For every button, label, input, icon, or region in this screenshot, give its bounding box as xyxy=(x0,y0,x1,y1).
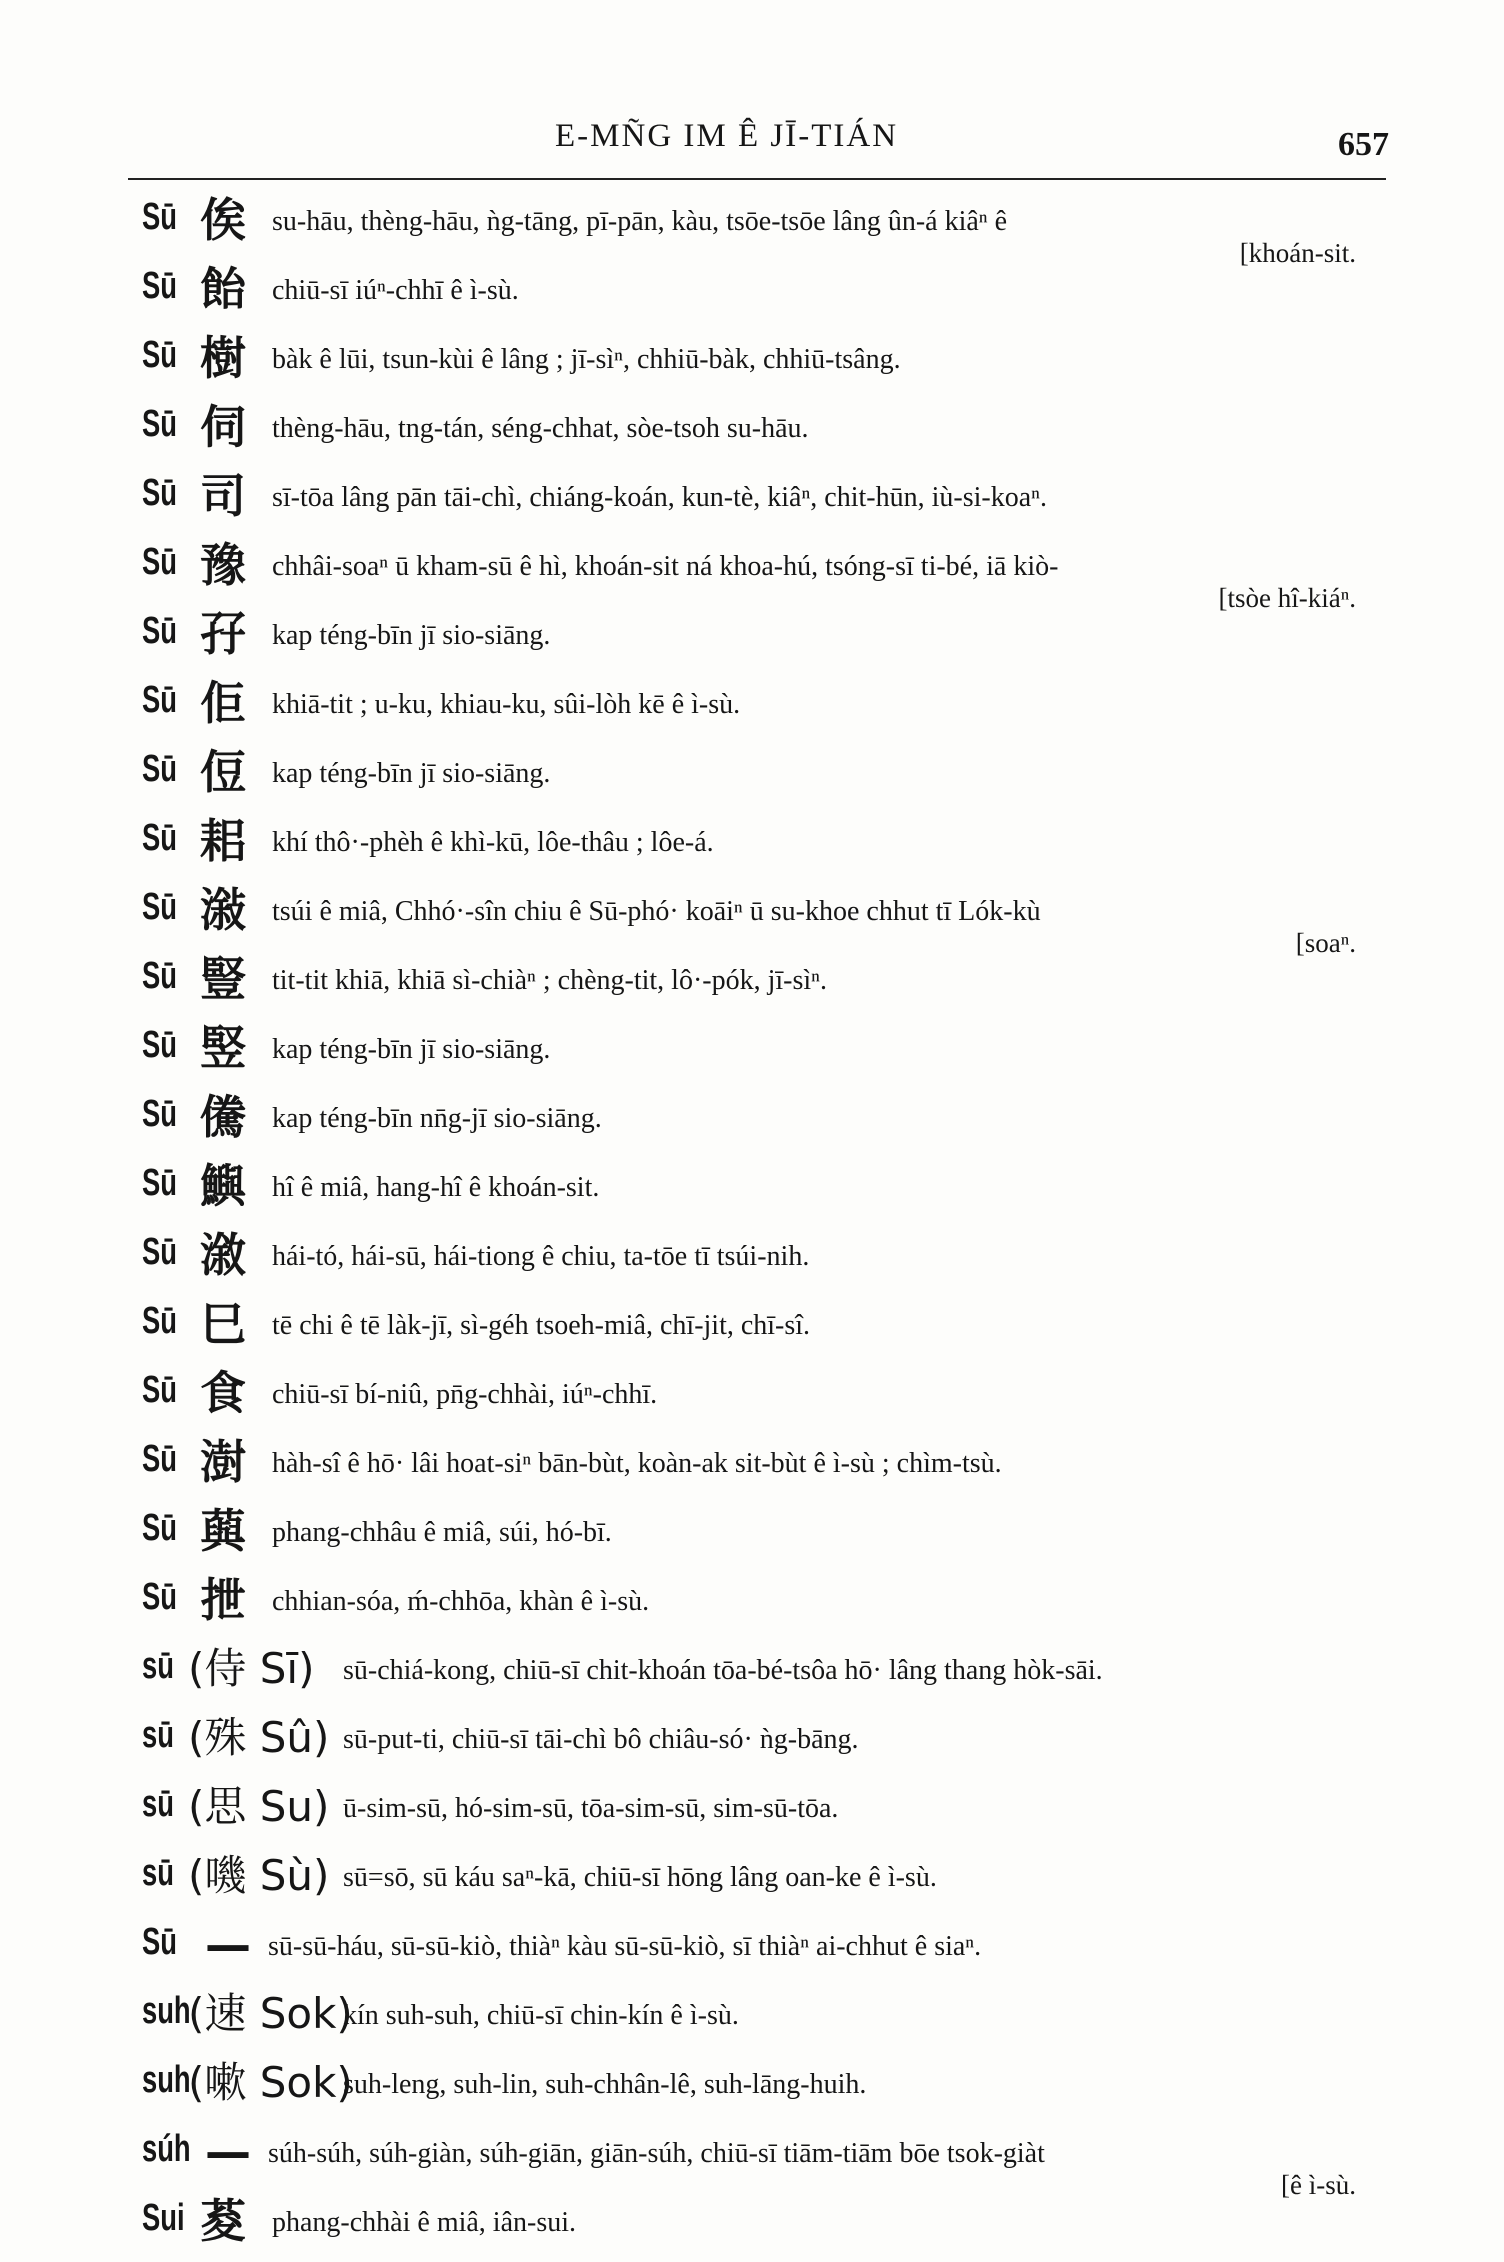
entry-headword: súh xyxy=(142,2128,191,2170)
dictionary-entry xyxy=(0,399,1504,468)
entry-headword: Sū xyxy=(142,403,177,445)
dictionary-entry xyxy=(0,1848,1504,1917)
entry-definition: suh-leng, suh-lin, suh-chhân-lê, suh-lāng-huih. xyxy=(343,2069,867,2100)
entry-headword: Sū xyxy=(142,1369,177,1411)
entry-character: 澍 xyxy=(200,1435,246,1489)
entry-character: 巳 xyxy=(200,1297,246,1351)
dictionary-entry xyxy=(0,744,1504,813)
entry-definition: sū-chiá-kong, chiū-sī chit-khoán tōa-bé-tsôa hō· lâng thang hòk-sāi. xyxy=(343,1655,1103,1686)
entry-dash: — xyxy=(205,2125,251,2179)
entry-definition: khiā-tit ; u-ku, khiau-ku, sûi-lòh kē ê ì-sù. xyxy=(272,689,741,720)
entry-continuation: [tsòe hî-kiáⁿ. xyxy=(1218,583,1356,613)
dictionary-entry xyxy=(0,882,1504,958)
entry-headword: Sū xyxy=(142,817,177,859)
entry-headword: sū xyxy=(142,1783,174,1825)
entry-character: 侸 xyxy=(200,745,246,799)
page-header xyxy=(0,118,1504,174)
entry-definition: hî ê miâ, hang-hî ê khoán-sit. xyxy=(272,1172,600,1203)
entry-headword: Sū xyxy=(142,1300,177,1342)
entry-character: 伺 xyxy=(200,400,246,454)
dictionary-entry xyxy=(0,606,1504,675)
dictionary-entry xyxy=(0,330,1504,399)
entry-definition: phang-chhài ê miâ, iân-sui. xyxy=(272,2207,577,2238)
entry-character: 食 xyxy=(200,1366,246,1420)
entry-character: 潊 xyxy=(200,883,246,937)
dictionary-entry xyxy=(0,1227,1504,1296)
entry-headword: Sū xyxy=(142,472,177,514)
entry-continuation: [khoán-sit. xyxy=(1239,238,1356,268)
entry-definition: tit-tit khiā, khiā sì-chiàⁿ ; chèng-tit, lô·-pók, jī-sìⁿ. xyxy=(272,965,827,996)
entry-headword: Sū xyxy=(142,679,177,721)
entry-continuation: [soaⁿ. xyxy=(1295,928,1356,958)
entry-headword: Sū xyxy=(142,1507,177,1549)
entry-definition: chhian-sóa, ḿ-chhōa, khàn ê ì-sù. xyxy=(272,1586,650,1617)
dictionary-entry xyxy=(0,1641,1504,1710)
entry-character: 飴 xyxy=(200,262,246,316)
entry-character: 樹 xyxy=(200,331,246,385)
entry-headword: Sū xyxy=(142,1162,177,1204)
entry-definition: thèng-hāu, tng-tán, séng-chhat, sòe-tsoh su-hāu. xyxy=(272,413,809,444)
dictionary-entry xyxy=(0,813,1504,882)
entry-character: 竪 xyxy=(200,1021,246,1075)
entry-definition: sū-put-ti, chiū-sī tāi-chì bô chiâu-só· ǹg-bāng. xyxy=(343,1724,859,1755)
entry-definition: hái-tó, hái-sū, hái-tiong ê chiu, ta-tōe tī tsúi-nih. xyxy=(272,1241,810,1272)
entry-character: 佢 xyxy=(200,676,246,730)
entry-headword: Sū xyxy=(142,886,177,928)
dictionary-entry xyxy=(0,1020,1504,1089)
entry-headword: Sū xyxy=(142,1438,177,1480)
entry-definition: súh-súh, súh-giàn, súh-giān, giān-súh, chiū-sī tiām-tiām bōe tsok-giàt xyxy=(268,2138,1045,2169)
dictionary-entry xyxy=(0,2124,1504,2200)
entry-headword: Sū xyxy=(142,541,177,583)
entry-continuation: [ê ì-sù. xyxy=(1281,2170,1356,2200)
page-number: 657 xyxy=(1338,126,1389,163)
entry-definition: kap téng-bīn nn̄g-jī sio-siāng. xyxy=(272,1103,602,1134)
entry-character: (嗽 Sok) xyxy=(188,2058,353,2107)
entry-character: 孖 xyxy=(200,607,246,661)
entry-character: 漵 xyxy=(200,1228,246,1282)
dictionary-entry xyxy=(0,1779,1504,1848)
entry-headword: Sui xyxy=(142,2197,185,2239)
entry-headword: Sū xyxy=(142,1024,177,1066)
dictionary-entry xyxy=(0,1986,1504,2055)
entry-definition: phang-chhâu ê miâ, súi, hó-bī. xyxy=(272,1517,612,1548)
entry-definition: sī-tōa lâng pān tāi-chì, chiáng-koán, kun-tè, kiâⁿ, chit-hūn, iù-si-koaⁿ. xyxy=(272,482,1047,513)
entry-character: 鱮 xyxy=(200,1159,246,1213)
entry-definition: khí thô·-phèh ê khì-kū, lôe-thâu ; lôe-á. xyxy=(272,827,714,858)
entry-character: 荾 xyxy=(200,2194,246,2248)
entry-character: 儯 xyxy=(200,1090,246,1144)
dictionary-entry xyxy=(0,1710,1504,1779)
dictionary-entry xyxy=(0,1365,1504,1434)
dictionary-entry xyxy=(0,537,1504,613)
entry-headword: Sū xyxy=(142,334,177,376)
entry-definition: kap téng-bīn jī sio-siāng. xyxy=(272,620,551,651)
entry-definition: chiū-sī bí-niû, pn̄g-chhài, iúⁿ-chhī. xyxy=(272,1379,658,1410)
entry-headword: Sū xyxy=(142,610,177,652)
running-title: E-MÑG IM Ê JĪ-TIÁN xyxy=(555,118,899,154)
entry-character: (思 Su) xyxy=(188,1782,330,1831)
header-rule xyxy=(128,178,1386,180)
entry-character: 藇 xyxy=(200,1504,246,1558)
entry-headword: Sū xyxy=(142,265,177,307)
entry-character: 豫 xyxy=(200,538,246,592)
entry-headword: sū xyxy=(142,1645,174,1687)
entry-character: 俟 xyxy=(200,193,246,247)
entry-definition: ū-sim-sū, hó-sim-sū, tōa-sim-sū, sim-sū-tōa. xyxy=(343,1793,839,1824)
entry-character: (速 Sok) xyxy=(188,1989,353,2038)
dictionary-entry xyxy=(0,675,1504,744)
entry-definition: bàk ê lūi, tsun-kùi ê lâng ; jī-sìⁿ, chhiū-bàk, chhiū-tsâng. xyxy=(272,344,901,375)
entry-dash: — xyxy=(205,1918,251,1972)
entry-headword: sū xyxy=(142,1852,174,1894)
entry-headword: Sū xyxy=(142,1231,177,1273)
entry-character: (殊 Sû) xyxy=(188,1713,330,1762)
dictionary-entry xyxy=(0,1158,1504,1227)
entry-definition: tsúi ê miâ, Chhó·-sîn chiu ê Sū-phó· koāiⁿ ū su-khoe chhut tī Lók-kù xyxy=(272,896,1041,927)
entry-headword: Sū xyxy=(142,748,177,790)
entry-character: (嘰 Sù) xyxy=(188,1851,330,1900)
dictionary-entry xyxy=(0,951,1504,1020)
dictionary-entries xyxy=(0,192,1504,2262)
dictionary-entry xyxy=(0,261,1504,330)
dictionary-entry xyxy=(0,2055,1504,2124)
entry-headword: Sū xyxy=(142,1093,177,1135)
entry-definition: sū=sō, sū káu saⁿ-kā, chiū-sī hōng lâng oan-ke ê ì-sù. xyxy=(343,1862,937,1893)
entry-headword: Sū xyxy=(142,1576,177,1618)
entry-character: 司 xyxy=(200,469,246,523)
entry-definition: sū-sū-háu, sū-sū-kiò, thiàⁿ kàu sū-sū-kiò, sī thiàⁿ ai-chhut ê siaⁿ. xyxy=(268,1931,982,1962)
entry-definition: kín suh-suh, chiū-sī chin-kín ê ì-sù. xyxy=(343,2000,739,2031)
entry-definition: hàh-sî ê hō· lâi hoat-siⁿ bān-bùt, koàn-ak sit-bùt ê ì-sù ; chìm-tsù. xyxy=(272,1448,1002,1479)
dictionary-entry xyxy=(0,2193,1504,2262)
entry-definition: kap téng-bīn jī sio-siāng. xyxy=(272,758,551,789)
entry-headword: suh xyxy=(142,1990,191,2032)
entry-headword: suh xyxy=(142,2059,191,2101)
dictionary-entry xyxy=(0,1917,1504,1986)
dictionary-entry xyxy=(0,1503,1504,1572)
dictionary-entry xyxy=(0,1089,1504,1158)
entry-headword: Sū xyxy=(142,196,177,238)
entry-headword: Sū xyxy=(142,955,177,997)
entry-character: 抴 xyxy=(200,1573,246,1627)
dictionary-entry xyxy=(0,1434,1504,1503)
entry-definition: su-hāu, thèng-hāu, ǹg-tāng, pī-pān, kàu, tsōe-tsōe lâng ûn-á kiâⁿ ê xyxy=(272,206,1008,237)
entry-definition: chhâi-soaⁿ ū kham-sū ê hì, khoán-sit ná khoa-hú, tsóng-sī ti-bé, iā kiò- xyxy=(272,551,1059,582)
dictionary-entry xyxy=(0,192,1504,268)
dictionary-entry xyxy=(0,1296,1504,1365)
entry-character: (侍 Sī) xyxy=(188,1644,315,1693)
entry-headword: Sū xyxy=(142,1921,177,1963)
entry-definition: tē chi ê tē làk-jī, sì-géh tsoeh-miâ, chī-jit, chī-sî. xyxy=(272,1310,811,1341)
entry-definition: chiū-sī iúⁿ-chhī ê ì-sù. xyxy=(272,275,519,306)
entry-headword: sū xyxy=(142,1714,174,1756)
entry-character: 耜 xyxy=(200,814,246,868)
dictionary-entry xyxy=(0,468,1504,537)
entry-character: 豎 xyxy=(200,952,246,1006)
entry-definition: kap téng-bīn jī sio-siāng. xyxy=(272,1034,551,1065)
dictionary-entry xyxy=(0,1572,1504,1641)
